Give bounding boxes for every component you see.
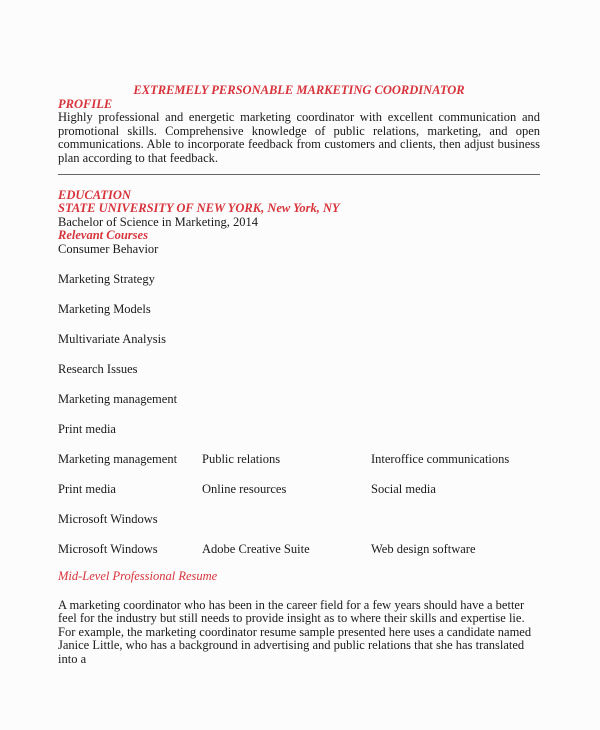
course-item: Multivariate Analysis <box>58 331 166 346</box>
course-item: Print media <box>58 421 116 436</box>
resume-document <box>58 84 540 667</box>
course-row <box>58 243 540 273</box>
course-row <box>58 363 540 393</box>
resume-title: EXTREMELY PERSONABLE MARKETING COORDINATOR <box>133 83 465 97</box>
course-row <box>58 423 540 453</box>
degree: Bachelor of Science in Marketing, 2014 <box>58 214 258 229</box>
course-item: Web design software <box>371 541 476 556</box>
course-item: Marketing Strategy <box>58 271 155 286</box>
section-divider <box>58 174 540 175</box>
school-location: New York, NY <box>267 201 340 216</box>
course-item: Adobe Creative Suite <box>202 541 310 556</box>
course-item: Online resources <box>202 481 287 496</box>
mid-level-text: A marketing coordinator who has been in the career field for a few years should have a better feel for the industry but still needs to provide insight as to where their skills and expertise lie. For example, the marketing coordinator resume sample presented here uses a candidate named Janice Little, who has a background in advertising and public relations that she has translated into a <box>58 597 532 666</box>
course-row <box>58 453 540 483</box>
course-item: Marketing management <box>58 451 178 466</box>
course-row <box>58 483 540 513</box>
courses-list <box>58 243 540 573</box>
course-item: Public relations <box>202 451 281 466</box>
course-item: Microsoft Windows <box>58 511 158 526</box>
education-heading: EDUCATION <box>58 187 131 202</box>
course-row <box>58 393 540 423</box>
course-item: Microsoft Windows <box>58 541 158 556</box>
course-item: Marketing Models <box>58 301 151 316</box>
profile-text: Highly professional and energetic marketing coordinator with excellent communication and promotional skills. Comprehensive knowledge of public relations, marketing, and open communications. Able to incorporate feedback from customers and clients, then adjust business plan according to that feedback. <box>58 110 540 165</box>
school-line <box>58 202 540 216</box>
mid-level-heading: Mid-Level Professional Resume <box>58 568 218 583</box>
course-row <box>58 513 540 543</box>
course-item: Research Issues <box>58 361 138 376</box>
profile-heading: PROFILE <box>58 96 113 111</box>
school-name: STATE UNIVERSITY OF NEW YORK, <box>58 201 265 216</box>
course-item: Print media <box>58 481 116 496</box>
course-item: Marketing management <box>58 391 178 406</box>
course-row <box>58 273 540 303</box>
course-row <box>58 303 540 333</box>
course-row <box>58 333 540 363</box>
course-item: Social media <box>371 481 436 496</box>
courses-heading: Relevant Courses <box>58 228 148 243</box>
course-item: Consumer Behavior <box>58 241 159 256</box>
course-item: Interoffice communications <box>371 451 510 466</box>
